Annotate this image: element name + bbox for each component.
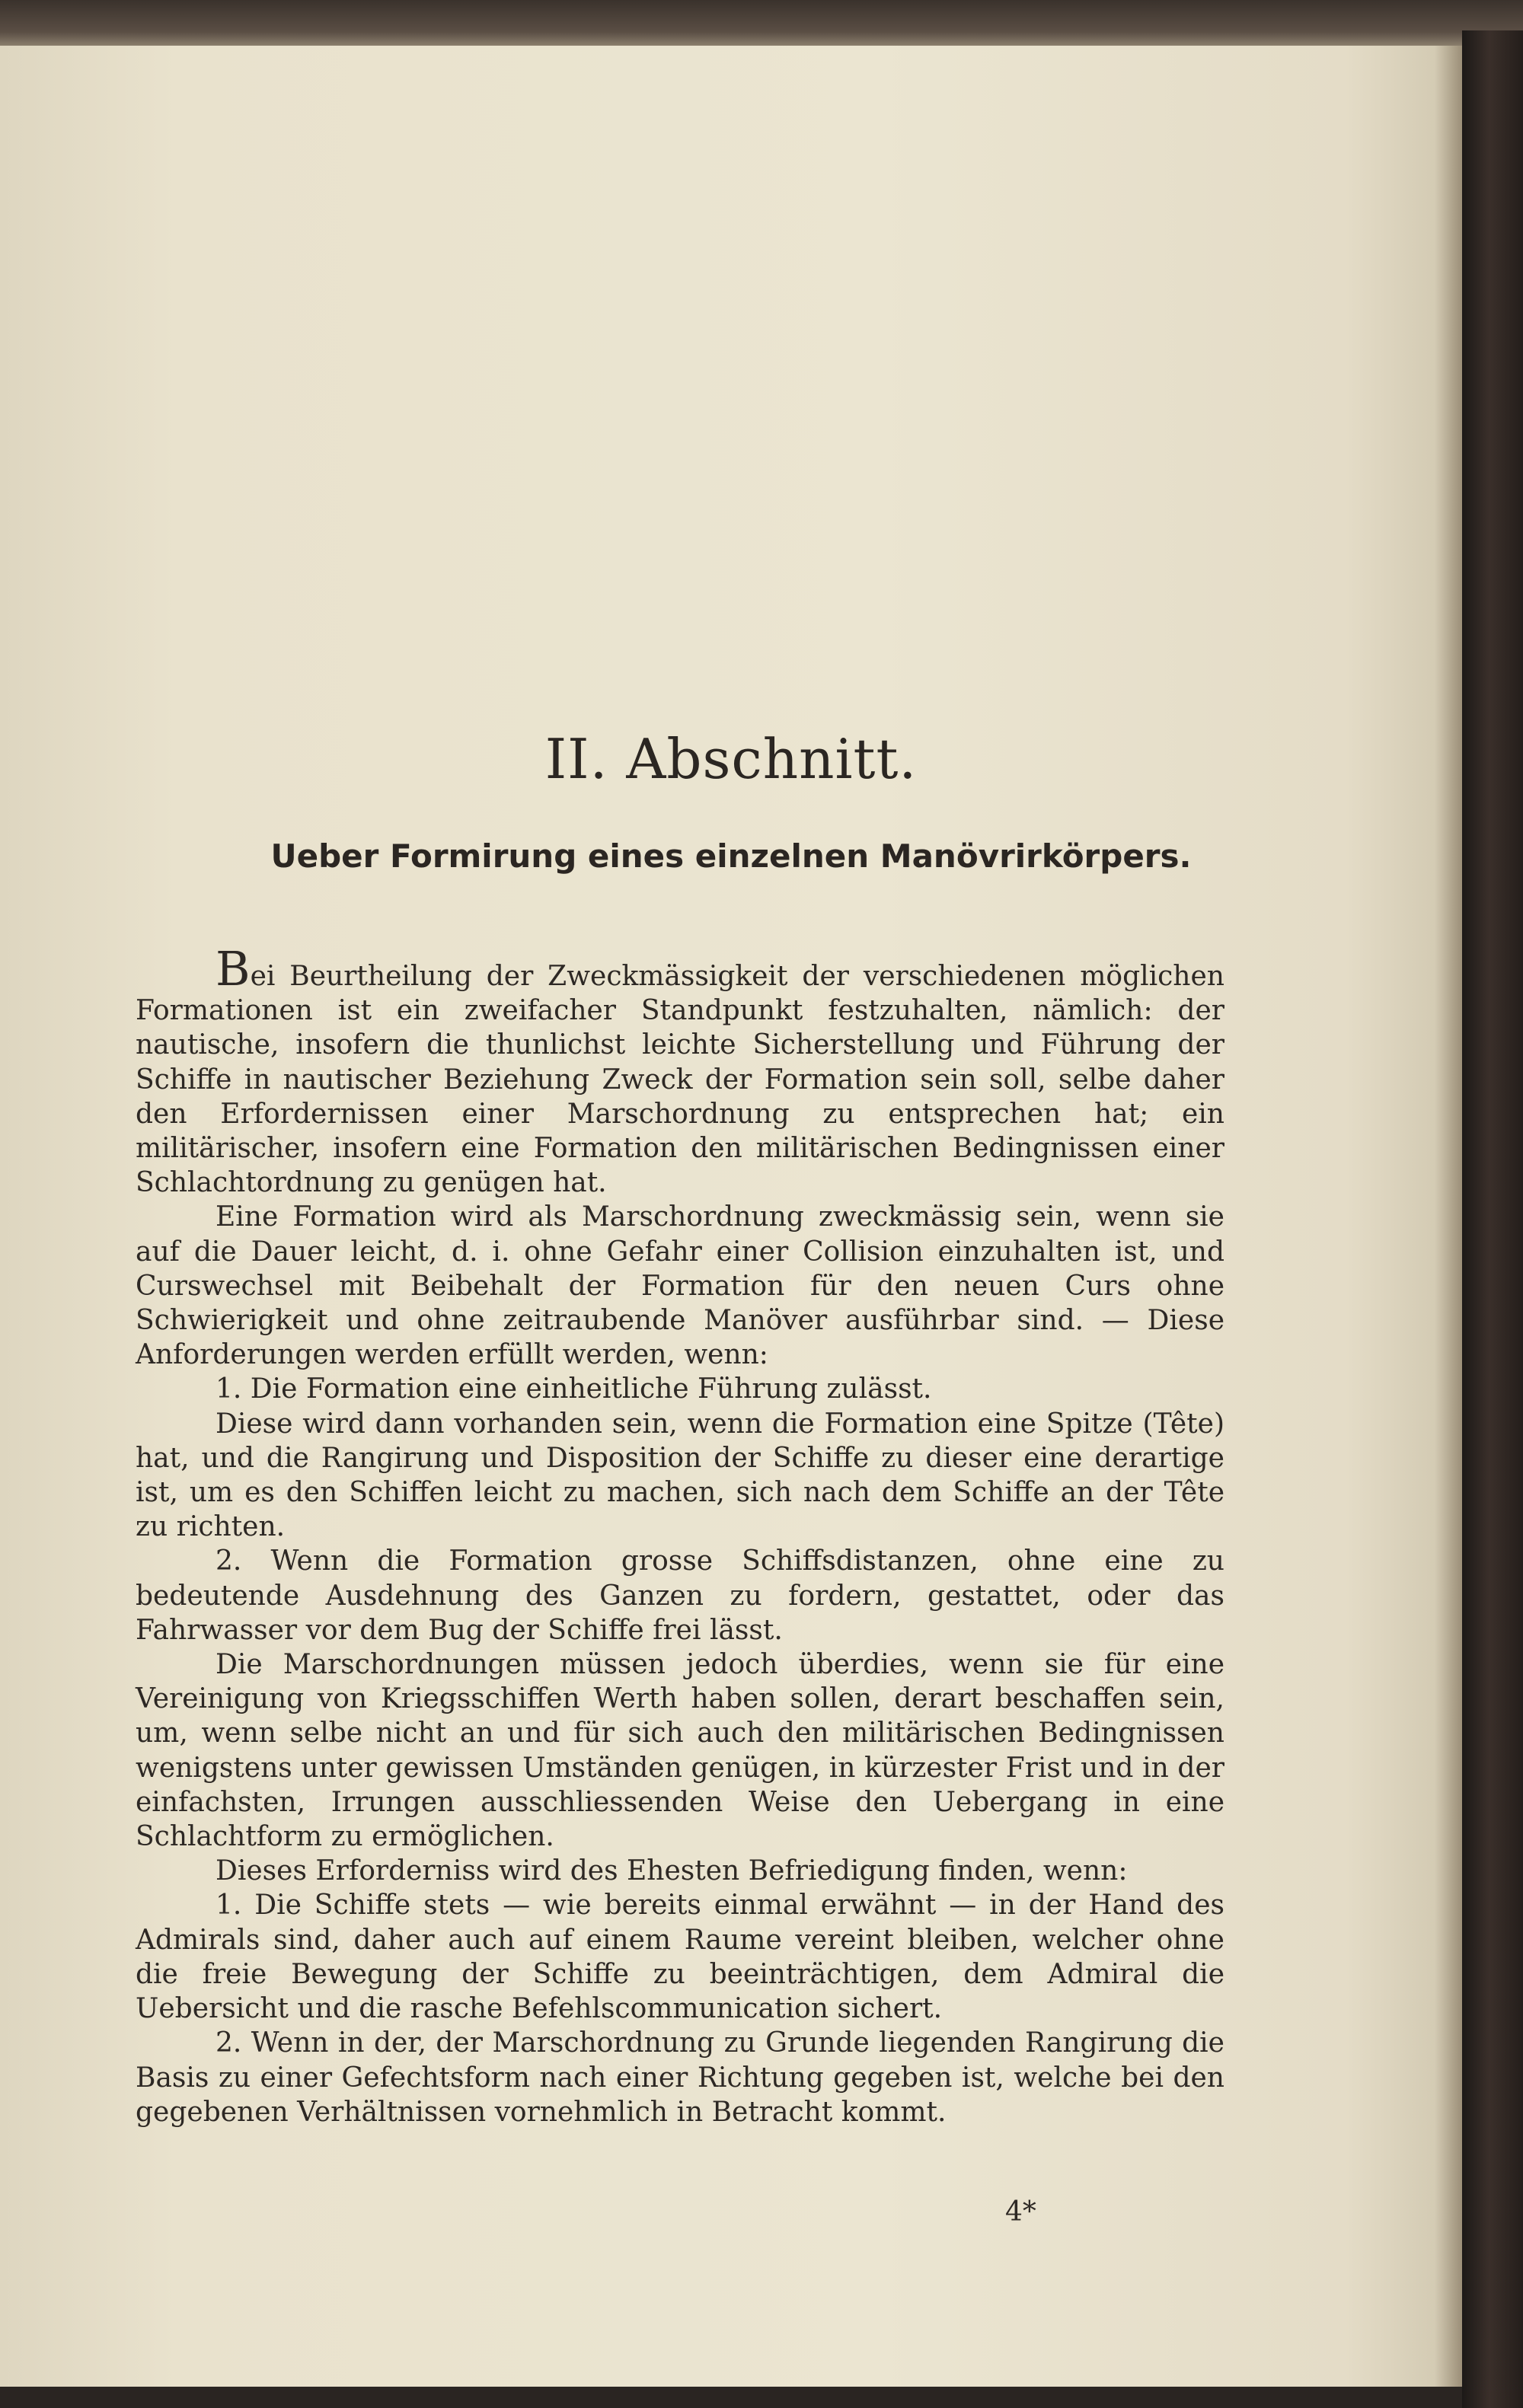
book-binding-edge bbox=[1462, 30, 1523, 2408]
paragraph-3: 1. Die Formation eine einheitliche Führung zulässt. bbox=[216, 1373, 932, 1405]
page-number: 4* bbox=[1005, 2196, 1036, 2228]
page-edge-shadow bbox=[1435, 46, 1462, 2387]
book-top-edge bbox=[0, 0, 1523, 46]
drop-cap: B bbox=[216, 941, 251, 997]
paragraph-1 bbox=[136, 941, 1224, 1200]
paragraph-9: 2. Wenn in der, der Marschordnung zu Grunde liegenden Rangirung die Basis zu einer Gefechtsform nach einer Richtung gegeben ist, welche bei den gegebenen Verhältnissen vornehmlich in Betracht kommt. bbox=[136, 2027, 1224, 2128]
paragraph-6: Die Marschordnungen müssen jedoch überdies, wenn sie für eine Vereinigung von Kriegsschiffen Werth haben sollen, derart beschaffen sein, um, wenn selbe nicht an und für sich auch den militärischen Bedingnissen wenigstens unter gewissen Umständen genügen, in kürzester Frist und in der einfachsten, Irrungen ausschliessenden Weise den Uebergang in eine Schlachtform zu ermöglichen. bbox=[136, 1649, 1224, 1853]
book-page bbox=[0, 46, 1462, 2387]
paragraph-5: 2. Wenn die Formation grosse Schiffsdistanzen, ohne eine zu bedeutende Ausdehnung des Ganzen zu fordern, gestattet, oder das Fahrwasser vor dem Bug der Schiffe frei lässt. bbox=[136, 1545, 1224, 1646]
section-heading: II. Abschnitt. bbox=[544, 727, 918, 791]
paragraph-8: 1. Die Schiffe stets — wie bereits einmal erwähnt — in der Hand des Admirals sind, daher auch auf einem Raume vereint bleiben, welcher ohne die freie Bewegung der Schiffe zu beeinträchtigen, dem Admiral die Uebersicht und die rasche Befehlscommunication sichert. bbox=[136, 1890, 1224, 2025]
section-subheading: Ueber Formirung eines einzelnen Manövrirkörpers. bbox=[270, 837, 1192, 875]
body-text bbox=[136, 941, 1224, 2129]
paragraph-7: Dieses Erforderniss wird des Ehesten Befriedigung finden, wenn: bbox=[216, 1855, 1128, 1887]
paragraph-4: Diese wird dann vorhanden sein, wenn die Formation eine Spitze (Tête) hat, und die Rangirung und Disposition der Schiffe zu dieser eine derartige ist, um es den Schiffen leicht zu machen, sich nach dem Schiffe an der Tête zu richten. bbox=[136, 1408, 1224, 1543]
paragraph-text: ei Beurtheilung der Zweckmässigkeit der verschiedenen möglichen Formationen ist ein zweifacher Standpunkt festzuhalten, nämlich: der nautische, insofern die thunlichst leichte Sicherstellung und Führung der Schiffe in nautischer Beziehung Zweck der Formation sein soll, selbe daher den Erfordernissen einer Marschordnung zu entsprechen hat; ein militärischer, insofern eine Formation den militärischen Bedingnissen einer Schlachtordnung zu genügen hat. bbox=[136, 961, 1224, 1199]
paragraph-2: Eine Formation wird als Marschordnung zweckmässig sein, wenn sie auf die Dauer leicht, d. i. ohne Gefahr einer Collision einzuhalten ist, und Curswechsel mit Beibehalt der Formation für den neuen Curs ohne Schwierigkeit und ohne zeitraubende Manöver ausführbar sind. — Diese Anforderungen werden erfüllt werden, wenn: bbox=[136, 1201, 1224, 1371]
